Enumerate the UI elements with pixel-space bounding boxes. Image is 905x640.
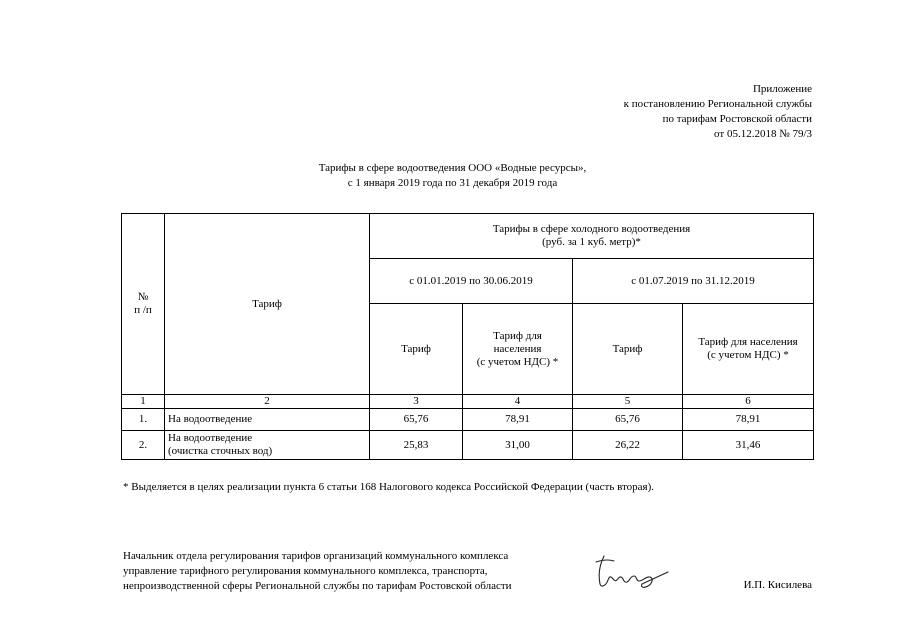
header-p2-population: Тариф для населения (с учетом НДС) * bbox=[683, 304, 814, 395]
signer-position bbox=[123, 549, 512, 594]
signer-position-line: управление тарифного регулирования коммунального комплекса, транспорта, bbox=[123, 565, 488, 577]
row-value: 26,22 bbox=[573, 431, 683, 460]
column-number: 1 bbox=[122, 395, 165, 409]
signer-position-line: Начальник отдела регулирования тарифов организаций коммунального комплекса bbox=[123, 550, 509, 562]
appendix-ref-line: по тарифам Ростовской области bbox=[662, 113, 812, 125]
header-period-2: с 01.07.2019 по 31.12.2019 bbox=[573, 259, 814, 304]
document-title bbox=[0, 161, 905, 191]
header-p2-tariff: Тариф bbox=[573, 304, 683, 395]
column-numbers-row bbox=[122, 395, 814, 409]
tariffs-table bbox=[121, 213, 814, 460]
header-group-units: (руб. за 1 куб. метр)* bbox=[542, 236, 641, 248]
row-num: 1. bbox=[122, 409, 165, 431]
row-value: 78,91 bbox=[683, 409, 814, 431]
row-value: 31,00 bbox=[463, 431, 573, 460]
appendix-heading bbox=[624, 82, 812, 142]
column-number: 4 bbox=[463, 395, 573, 409]
header-group-title: Тарифы в сфере холодного водоотведения bbox=[492, 223, 691, 235]
handwritten-signature bbox=[590, 550, 670, 592]
appendix-date-number: от 05.12.2018 № 79/3 bbox=[714, 128, 812, 140]
header-num: № п /п bbox=[122, 214, 165, 395]
appendix-title: Приложение bbox=[752, 83, 812, 95]
header-tariff: Тариф bbox=[165, 214, 370, 395]
column-number: 5 bbox=[573, 395, 683, 409]
row-name: На водоотведение bbox=[165, 409, 370, 431]
column-number: 2 bbox=[165, 395, 370, 409]
column-number: 3 bbox=[370, 395, 463, 409]
title-line: Тарифы в сфере водоотведения ООО «Водные ресурсы», bbox=[318, 162, 587, 174]
row-value: 78,91 bbox=[463, 409, 573, 431]
row-name: На водоотведение (очистка сточных вод) bbox=[165, 431, 370, 460]
row-value: 65,76 bbox=[573, 409, 683, 431]
column-number: 6 bbox=[683, 395, 814, 409]
table-row bbox=[122, 409, 814, 431]
title-period: с 1 января 2019 года по 31 декабря 2019 года bbox=[347, 177, 558, 189]
header-period-1: с 01.01.2019 по 30.06.2019 bbox=[370, 259, 573, 304]
footnote: * Выделяется в целях реализации пункта 6 статьи 168 Налогового кодекса Российской Федерации (часть вторая). bbox=[123, 481, 655, 493]
row-value: 25,83 bbox=[370, 431, 463, 460]
row-num: 2. bbox=[122, 431, 165, 460]
row-value: 65,76 bbox=[370, 409, 463, 431]
signer-name: И.П. Кисилева bbox=[743, 579, 812, 591]
header-p1-population: Тариф для населения (с учетом НДС) * bbox=[463, 304, 573, 395]
header-group bbox=[370, 214, 814, 259]
signer-position-line: непроизводственной сферы Региональной службы по тарифам Ростовской области bbox=[123, 580, 512, 592]
table-row bbox=[122, 431, 814, 460]
row-value: 31,46 bbox=[683, 431, 814, 460]
header-p1-tariff: Тариф bbox=[370, 304, 463, 395]
appendix-ref-line: к постановлению Региональной службы bbox=[623, 98, 812, 110]
